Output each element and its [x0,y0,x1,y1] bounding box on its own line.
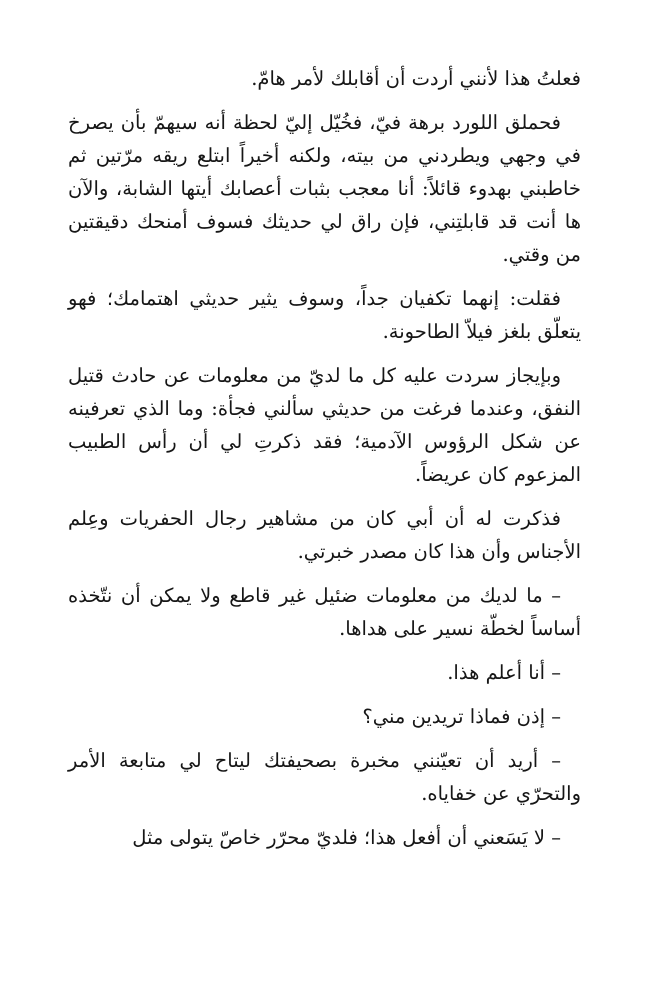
paragraph-7: – أنا أعلم هذا. [447,661,561,684]
paragraph-8: – إذن فماذا تريدين مني؟ [362,705,561,728]
paragraph-5: فذكرت له أن أبي كان من مشاهير رجال الحفريات وعِلم الأجناس وأن هذا كان مصدر خبرتي. [68,507,581,563]
paragraph-2: فحملق اللورد برهة فيّ، فخُيّل إليّ لحظة أنه سيهمّ بأن يصرخ في وجهي ويطردني من بيته، ولكنه أخيراً ابتلع ريقه مرّتين ثم خاطبني بهدوء قائلاً: أنا معجب بثبات أعصابك أيتها الشابة، والآن ها أنت قد قابلتِني، فإن راق لي حديثك فسوف أمنحك دقيقتين من وقتي. [68,111,581,266]
paragraph-4: وبإيجاز سردت عليه كل ما لديّ من معلومات عن حادث قتيل النفق، وعندما فرغت من حديثي سألني فجأة: وما الذي تعرفينه عن شكل الرؤوس الآدمية؛ فقد ذكرتِ لي أن رأس الطبيب المزعوم كان عريضاً. [68,364,581,486]
paragraph-1: فعلتُ هذا لأنني أردت أن أقابلك لأمر هامّ. [251,67,581,90]
paragraph-3: فقلت: إنهما تكفيان جداً، وسوف يثير حديثي اهتمامك؛ فهو يتعلّق بلغز فيلاّ الطاحونة. [68,287,581,343]
paragraph-10: – لا يَسَعني أن أفعل هذا؛ فلديّ محرّر خاصّ يتولى مثل [132,826,561,849]
paragraph-9: – أريد أن تعيّنني مخبرة بصحيفتك ليتاح لي متابعة الأمر والتحرّي عن خفاياه. [68,749,581,805]
paragraph-6: – ما لديك من معلومات ضئيل غير قاطع ولا يمكن أن نتّخذه أساساً لخطّة نسير على هداها. [68,584,581,640]
